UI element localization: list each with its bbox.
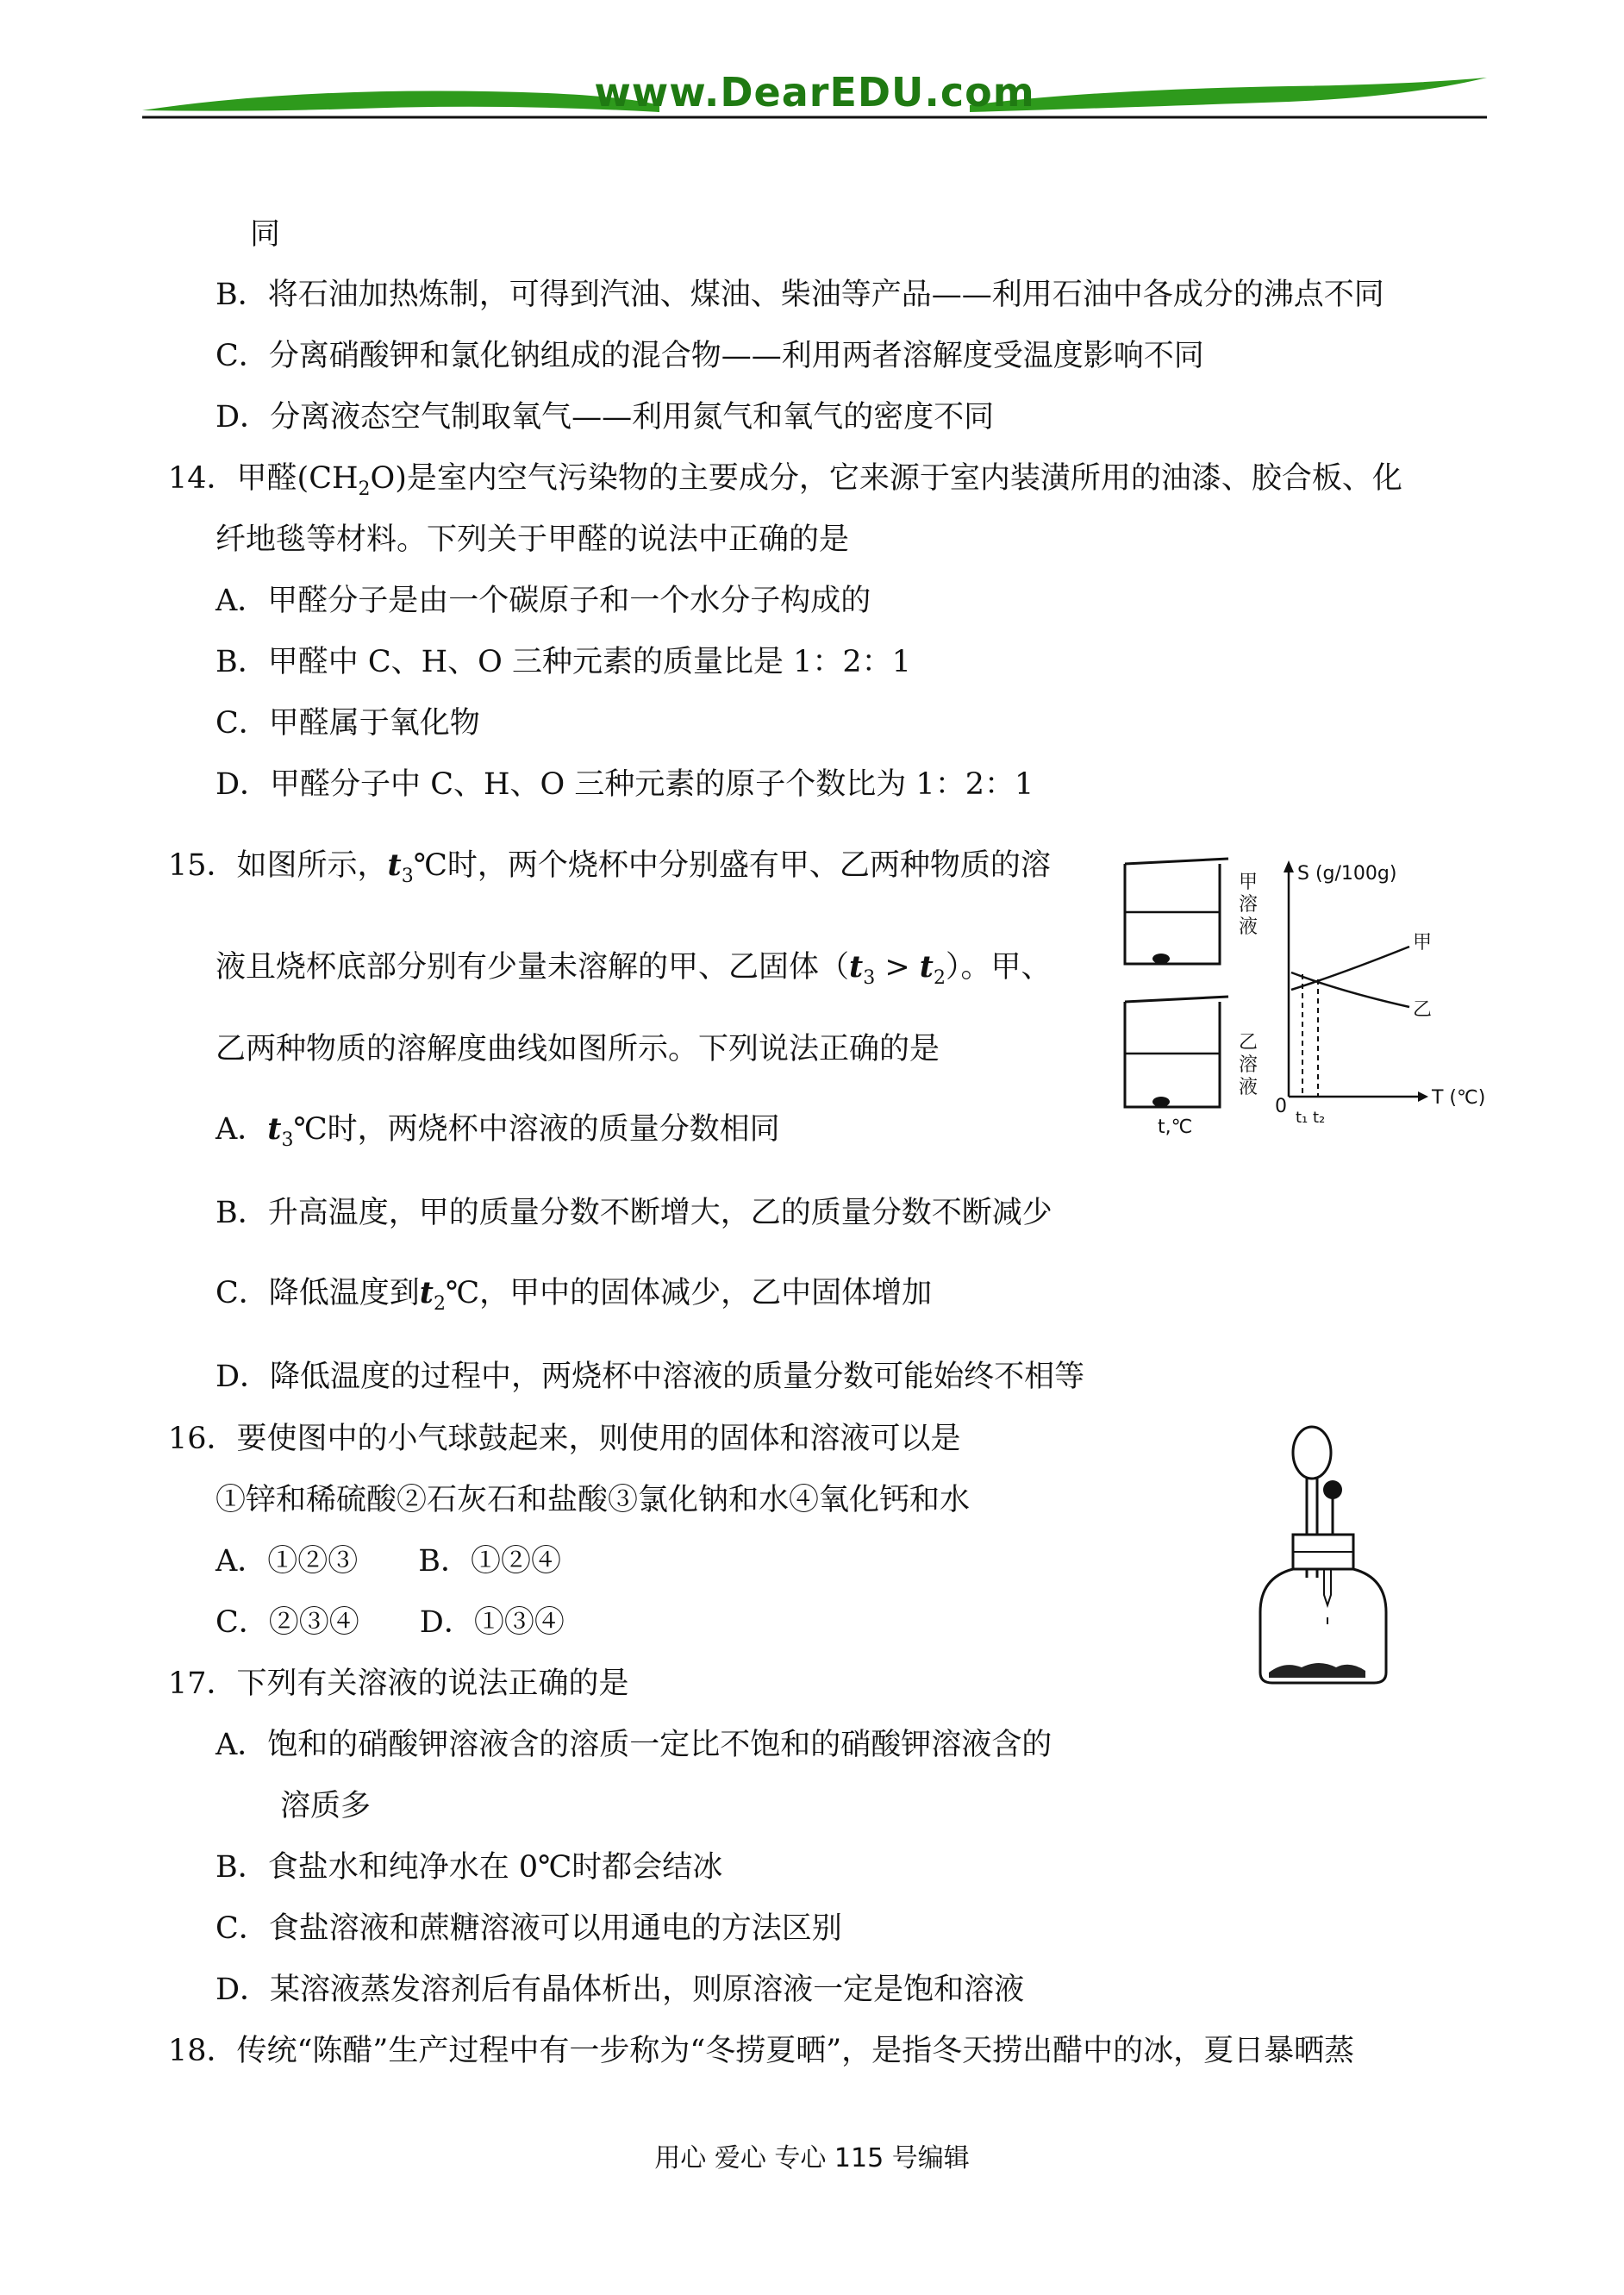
beaker-yi-label-2: 溶 — [1239, 1054, 1259, 1076]
balloon-flask-figure — [1250, 1414, 1396, 1690]
page-footer: 用心 爱心 专心 115 号编辑 — [654, 2143, 970, 2173]
curve-jia — [1291, 947, 1409, 990]
solubility-figure — [1116, 854, 1513, 1147]
q13-option-c: C．分离硝酸钾和氯化钠组成的混合物——利用两者溶解度受温度影响不同 — [215, 339, 1204, 373]
q18-stem: 18．传统“陈醋”生产过程中有一步称为“冬捞夏晒”，是指冬天捞出醋中的冰，夏日暴晒蒸 — [168, 2034, 1355, 2068]
q15-figure — [1116, 854, 1513, 1150]
q13-option-d: D．分离液态空气制取氧气——利用氮气和氧气的密度不同 — [215, 400, 995, 435]
q15-option-a: A．$t_3℃$时，两烧杯中溶液的质量分数相同 — [215, 1111, 780, 1151]
curve-jia-label: 甲 — [1413, 932, 1433, 954]
q17-option-a-cont: 溶质多 — [280, 1789, 372, 1823]
q14-option-a: A．甲醛分子是由一个碳原子和一个水分子构成的 — [215, 584, 871, 618]
page-header — [142, 67, 1487, 128]
q16-options-cd: C．②③④ D．①③④ — [215, 1605, 565, 1640]
q15-option-d: D．降低温度的过程中，两烧杯中溶液的质量分数可能始终不相等 — [215, 1360, 1085, 1394]
q14-stem: 14．甲醛$(CH_2O)$是室内空气污染物的主要成分，它来源于室内装潢所用的油漆、胶合板、化 — [168, 461, 1402, 500]
q15-stem-cont: 液且烧杯底部分别有少量未溶解的甲、乙固体$(t_3 > t_2)$。甲、 — [215, 949, 1052, 989]
beaker-yi — [1125, 997, 1258, 1138]
q14-option-d: D．甲醛分子中 C、H、O 三种元素的原子个数比为 1：2：1 — [215, 767, 1034, 802]
beaker-jia — [1125, 859, 1258, 964]
x-axis-label: T (℃) — [1432, 1087, 1486, 1109]
curve-yi — [1291, 972, 1409, 1007]
q16-figure — [1250, 1414, 1396, 1693]
q16-stem: 16．要使图中的小气球鼓起来，则使用的固体和溶液可以是 — [168, 1422, 961, 1456]
q17-stem: 17．下列有关溶液的说法正确的是 — [168, 1667, 629, 1701]
beaker-yi-label-1: 乙 — [1239, 1032, 1259, 1054]
q17-option-b: B．食盐水和纯净水在 0℃时都会结冰 — [215, 1850, 723, 1885]
x-tick-labels: t₁ t₂ — [1296, 1109, 1326, 1127]
q15-stem-cont2: 乙两种物质的溶解度曲线如图所示。下列说法正确的是 — [215, 1032, 940, 1066]
q14-stem-cont: 纤地毯等材料。下列关于甲醛的说法中正确的是 — [215, 522, 850, 557]
site-name: www.DearEDU.com — [594, 69, 1035, 116]
q17-option-a: A．饱和的硝酸钾溶液含的溶质一定比不饱和的硝酸钾溶液含的 — [215, 1728, 1052, 1762]
beaker-jia-label-1: 甲 — [1239, 872, 1259, 893]
beaker-caption: t,℃ — [1158, 1116, 1193, 1138]
q15-option-c: C．降低温度到$t_2℃$，甲中的固体减少，乙中固体增加 — [215, 1275, 933, 1315]
q14-option-c: C．甲醛属于氧化物 — [215, 706, 480, 741]
q15-option-b: B．升高温度，甲的质量分数不断增大，乙的质量分数不断减少 — [215, 1196, 1052, 1230]
q15-stem: 15．如图所示，$t_3℃$时，两个烧杯中分别盛有甲、乙两种物质的溶 — [168, 847, 1051, 887]
curve-yi-label: 乙 — [1413, 999, 1433, 1021]
y-axis-label: S (g/100g) — [1297, 863, 1397, 885]
q13-option-b: B．将石油加热炼制，可得到汽油、煤油、柴油等产品——利用石油中各成分的沸点不同 — [215, 278, 1384, 312]
q17-option-c: C．食盐溶液和蔗糖溶液可以用通电的方法区别 — [215, 1911, 842, 1946]
origin-label: 0 — [1275, 1096, 1287, 1117]
beaker-jia-label-2: 溶 — [1239, 894, 1259, 916]
q16-choices: ①锌和稀硫酸②石灰石和盐酸③氯化钠和水④氧化钙和水 — [215, 1483, 971, 1517]
solubility-chart — [1275, 860, 1485, 1127]
q14-option-b: B．甲醛中 C、H、O 三种元素的质量比是 1：2：1 — [215, 645, 911, 679]
q16-options-ab: A．①②③ B．①②④ — [215, 1544, 561, 1579]
beaker-yi-label-3: 液 — [1239, 1077, 1259, 1098]
beaker-jia-label-3: 液 — [1239, 916, 1259, 938]
text-line: 同 — [250, 217, 281, 252]
q17-option-d: D．某溶液蒸发溶剂后有晶体析出，则原溶液一定是饱和溶液 — [215, 1973, 1025, 2007]
